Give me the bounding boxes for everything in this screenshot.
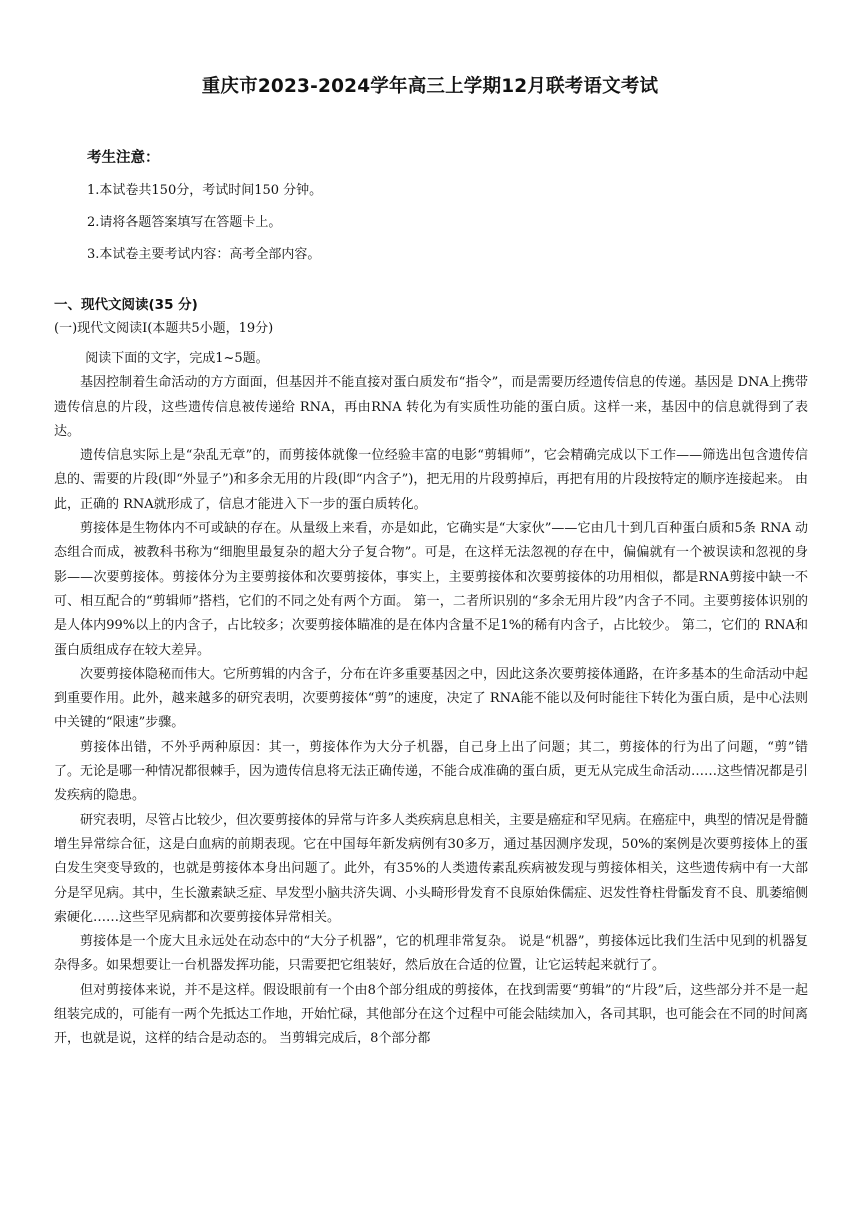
section-heading: 一、现代文阅读(35 分) (54, 297, 198, 313)
notice-item: 2.请将各题答案填写在答题卡上。 (87, 215, 282, 230)
passage-paragraph: 基因控制着生命活动的方方面面，但基因并不能直接对蛋白质发布“指令”，而是需要历经遗传信息的传递。基因是 DNA上携带遗传信息的片段，这些遗传信息被传递给 RNA，再由RNA 转化为有实质性功能的蛋白质。这样一来，基因中的信息就得到了表达。 (54, 375, 808, 439)
section-subheading: (一)现代文阅读Ⅰ(本题共5小题，19分) (54, 321, 274, 336)
passage-paragraph: 遗传信息实际上是“杂乱无章”的，而剪接体就像一位经验丰富的电影“剪辑师”，它会精确完成以下工作——筛选出包含遗传信息的、需要的片段(即“外显子”)和多余无用的片段(即“内含子”)，把无用的片段剪掉后，再把有用的片段按特定的顺序连接起来。 由此，正确的 RNA就形成了，信息才能进入下一步的蛋白质转化。 (54, 448, 808, 512)
notice-item: 1.本试卷共150分，考试时间150 分钟。 (87, 183, 323, 198)
passage-paragraph: 剪接体是一个庞大且永远处在动态中的“大分子机器”，它的机理非常复杂。 说是“机器”，剪接体远比我们生活中见到的机器复杂得多。如果想要让一台机器发挥功能，只需要把它组装好，然后放在合适的位置，让它运转起来就行了。 (54, 934, 808, 974)
passage-paragraph: 研究表明，尽管占比较少，但次要剪接体的异常与许多人类疾病息息相关，主要是癌症和罕见病。在癌症中，典型的情况是骨髓增生异常综合征，这是白血病的前期表现。它在中国每年新发病例有30多万，通过基因测序发现，50%的案例是次要剪接体上的蛋白发生突变导致的，也就是剪接体本身出问题了。此外，有35%的人类遗传素乱疾病被发现与剪接体相关，这些遗传病中有一大部分是罕见病。其中，生长激素缺乏症、早发型小脑共济失调、小头畸形骨发育不良原始侏儒症、迟发性脊柱骨骺发育不良、肌萎缩侧索硬化……这些罕见病都和次要剪接体异常相关。 (54, 812, 809, 925)
reading-passage (54, 347, 808, 1052)
page-title: 重庆市2023-2024学年高三上学期12月联考语文考试 (201, 76, 659, 97)
passage-paragraph: 剪接体是生物体内不可或缺的存在。从量级上来看，亦是如此，它确实是“大家伙”——它由几十到几百种蛋白质和5条 RNA 动态组合而成，被教科书称为“细胞里最复杂的超大分子复合物”。可是，在这样无法忽视的存在中，偏偏就有一个被误读和忽视的身影——次要剪接体。剪接体分为主要剪接体和次要剪接体，事实上，主要剪接体和次要剪接体的功用相似，都是RNA剪接中缺一不可、相互配合的“剪辑师”搭档，它们的不同之处有两个方面。 第一，二者所识别的“多余无用片段”内含子不同。主要剪接体识别的是人体内99%以上的内含子，占比较多；次要剪接体瞄准的是在体内含量不足1%的稀有内含子，占比较少。 第二，它们的 RNA和蛋白质组成存在较大差异。 (54, 521, 808, 658)
passage-paragraph: 剪接体出错，不外乎两种原因：其一，剪接体作为大分子机器，自己身上出了问题；其二，剪接体的行为出了问题，“剪”错了。无论是哪一种情况都很棘手，因为遗传信息将无法正确传递，不能合成准确的蛋白质，更无从完成生命活动……这些情况都是引发疾病的隐患。 (54, 739, 809, 804)
passage-paragraph: 但对剪接体来说，并不是这样。假设眼前有一个由8个部分组成的剪接体，在找到需要“剪辑”的“片段”后，这些部分并不是一起组装完成的，可能有一两个先抵达工作地，开始忙碌，其他部分在这个过程中可能会陆续加入，各司其职，也可能会在不同的时间离开，也就是说，这样的结合是动态的。 当剪辑完成后，8个部分都 (54, 982, 809, 1047)
notice-heading: 考生注意： (87, 150, 160, 166)
reading-instruction: 阅读下面的文字，完成1~5题。 (85, 351, 269, 366)
notice-item: 3.本试卷主要考试内容：高考全部内容。 (87, 247, 321, 262)
passage-paragraph: 次要剪接体隐秘而伟大。它所剪辑的内含子，分布在许多重要基因之中，因此这条次要剪接体通路，在许多基本的生命活动中起到重要作用。此外，越来越多的研究表明，次要剪接体“剪”的速度，决定了 RNA能不能以及何时能往下转化为蛋白质，是中心法则中关键的“限速”步骤。 (54, 666, 809, 731)
